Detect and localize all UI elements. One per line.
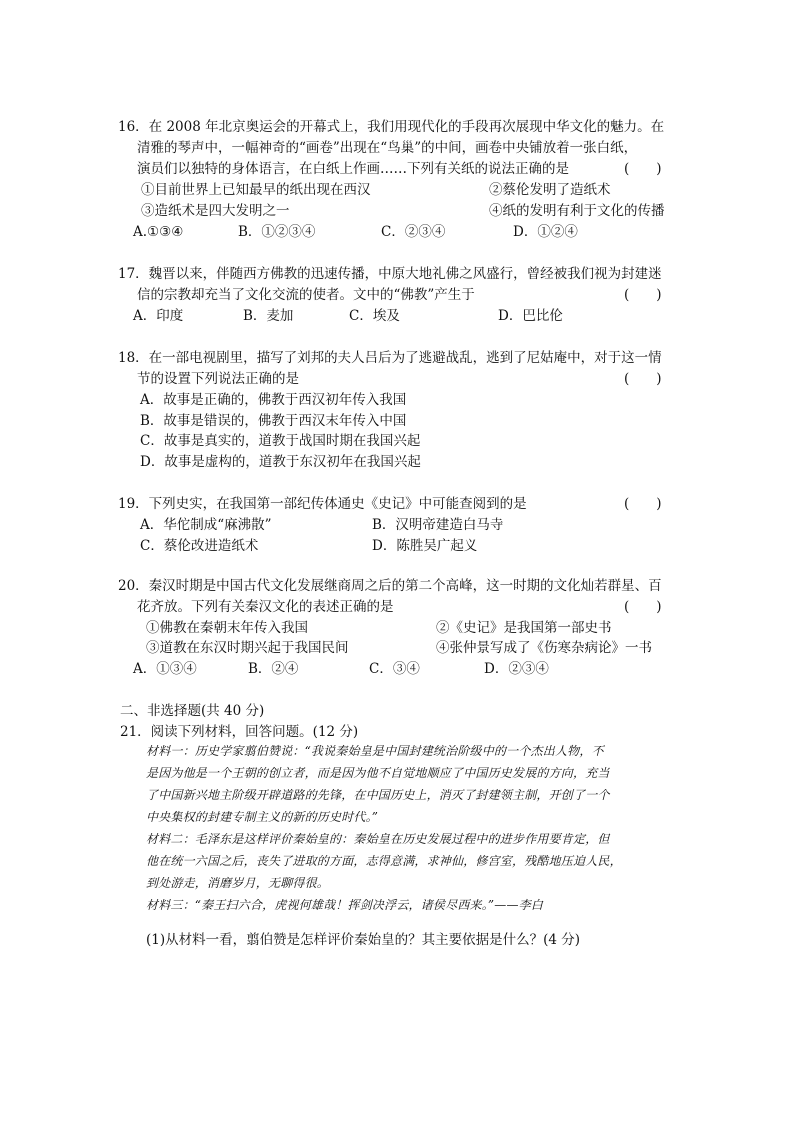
material-1-line: 了中国新兴地主阶级开辟道路的先锋，在中国历史上，消灭了封建领主制，开创了一个 — [146, 788, 610, 802]
q18-option-d: D．故事是虚构的，道教于东汉初年在我国兴起 — [140, 454, 421, 470]
q16-option-b: B．①②③④ — [238, 224, 316, 240]
q16-statement-1: ①目前世界上已知最早的纸出现在西汉 — [141, 182, 371, 198]
material-3-line: 材料三：“秦王扫六合，虎视何雄哉！挥剑决浮云，诸侯尽西来。”——李白 — [146, 898, 544, 912]
q16-line1: 16．在 2008 年北京奥运会的开幕式上，我们用现代化的手段再次展现中华文化的魅力。在 — [118, 119, 665, 135]
material-1-line: 中央集权的封建专制主义的新的历史时代。” — [146, 810, 379, 824]
q18-option-b: B．故事是错误的，佛教于西汉末年传入中国 — [140, 413, 407, 429]
q16-statement-3: ③造纸术是四大发明之一 — [141, 203, 290, 219]
q17-option-b: B．麦加 — [243, 308, 294, 324]
material-1-line: 材料一：历史学家翦伯赞说：“我说秦始皇是中国封建统治阶级中的一个杰出人物，不 — [146, 744, 604, 758]
q20-option-c: C．③④ — [369, 661, 420, 677]
q20-statement-3: ③道教在东汉时期兴起于我国民间 — [146, 640, 349, 656]
material-2-line: 材料二：毛泽东是这样评价秦始皇的：秦始皇在历史发展过程中的进步作用要肯定，但 — [146, 832, 610, 846]
material-2-line: 到处游走，消磨岁月，无聊得很。 — [146, 876, 330, 890]
q20-line2: 花齐放。下列有关秦汉文化的表述正确的是 — [137, 599, 394, 615]
q16-statement-4: ④纸的发明有利于文化的传播 — [489, 203, 665, 219]
q16-option-c: C．②③④ — [381, 224, 446, 240]
q16-statement-2: ②蔡伦发明了造纸术 — [489, 182, 611, 198]
q16-option-a: A.①③④ — [133, 224, 184, 240]
q16-answer-bracket: ( ) — [624, 161, 662, 177]
q19-option-d: D．陈胜吴广起义 — [372, 538, 478, 554]
q18-answer-bracket: ( ) — [624, 371, 662, 387]
q20-statement-2: ②《史记》是我国第一部史书 — [436, 620, 612, 636]
q16-line2: 清雅的琴声中，一幅神奇的“画卷”出现在“鸟巢”的中间，画卷中央铺放着一张白纸， — [137, 140, 638, 156]
q20-answer-bracket: ( ) — [624, 599, 662, 615]
q17-option-c: C．埃及 — [349, 308, 400, 324]
q19-line1: 19．下列史实，在我国第一部纪传体通史《史记》中可能查阅到的是 — [118, 496, 527, 512]
q16-line3: 演员们以独特的身体语言，在白纸上作画……下列有关纸的说法正确的是 — [137, 161, 569, 177]
material-2-line: 他在统一六国之后，丧失了进取的方面，志得意满，求神仙，修宫室，残酷地压迫人民， — [146, 854, 622, 868]
q18-line2: 节的设置下列说法正确的是 — [137, 371, 299, 387]
q20-statement-1: ①佛教在秦朝末年传入我国 — [146, 620, 308, 636]
q17-line1: 17．魏晋以来，伴随西方佛教的迅速传播，中原大地礼佛之风盛行，曾经被我们视为封建迷 — [118, 266, 662, 282]
section-heading: 二、非选择题(共 40 分) — [120, 703, 265, 719]
q21-sub-question-1: (1)从材料一看，翦伯赞是怎样评价秦始皇的？其主要依据是什么？(4 分) — [146, 932, 581, 948]
q19-option-c: C．蔡伦改进造纸术 — [140, 538, 259, 554]
q19-answer-bracket: ( ) — [624, 496, 662, 512]
q20-line1: 20．秦汉时期是中国古代文化发展继商周之后的第二个高峰，这一时期的文化灿若群星、百 — [118, 578, 662, 594]
q20-option-d: D．②③④ — [484, 661, 549, 677]
q20-option-b: B．②④ — [248, 661, 299, 677]
q19-option-b: B．汉明帝建造白马寺 — [372, 517, 504, 533]
q18-line1: 18．在一部电视剧里，描写了刘邦的夫人吕后为了逃避战乱，逃到了尼姑庵中，对于这一情 — [118, 350, 662, 366]
q17-answer-bracket: ( ) — [624, 287, 662, 303]
material-1-line: 是因为他是一个王朝的创立者，而是因为他不自觉地顺应了中国历史发展的方向，充当 — [146, 766, 610, 780]
q17-line2: 信的宗教却充当了文化交流的使者。文中的“佛教”产生于 — [137, 287, 475, 303]
q17-option-d: D．巴比伦 — [498, 308, 563, 324]
q19-option-a: A．华佗制成“麻沸散” — [140, 517, 272, 533]
q17-option-a: A．印度 — [133, 308, 184, 324]
q16-option-d: D．①②④ — [513, 224, 578, 240]
q18-option-c: C．故事是真实的，道教于战国时期在我国兴起 — [140, 433, 421, 449]
q21-line1: 21．阅读下列材料，回答问题。(12 分) — [120, 724, 359, 740]
q20-statement-4: ④张仲景写成了《伤寒杂病论》一书 — [436, 640, 652, 656]
q20-option-a: A．①③④ — [133, 661, 197, 677]
q18-option-a: A．故事是正确的，佛教于西汉初年传入我国 — [140, 392, 407, 408]
